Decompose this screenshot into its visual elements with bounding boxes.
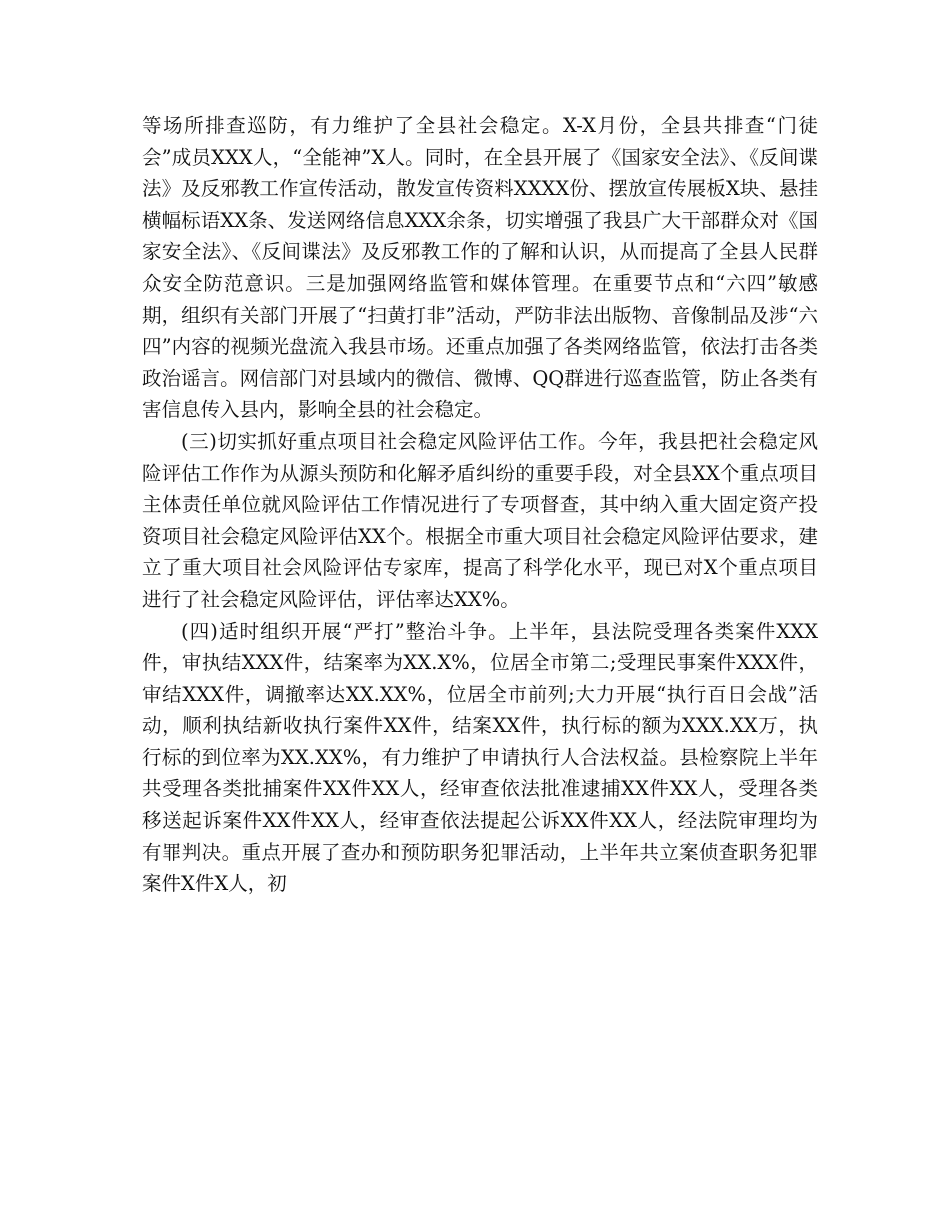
paragraph-section-3: (三)切实抓好重点项目社会稳定风险评估工作。今年，我县把社会稳定风险评估工作作为从源头预防和化解矛盾纠纷的重要手段，对全县XX个重点项目主体责任单位就风险评估工作情况进行了专项督查，其中纳入重大固定资产投资项目社会稳定风险评估XX个。根据全市重大项目社会稳定风险评估要求，建立了重大项目社会风险评估专家库，提高了科学化水平，现已对X个重点项目进行了社会稳定风险评估，评估率达XX%。 <box>142 429 818 611</box>
document-body <box>142 110 818 900</box>
paragraph-continued: 等场所排查巡防，有力维护了全县社会稳定。X-X月份，全县共排查“门徒会”成员XXX人，“全能神”X人。同时，在全县开展了《国家安全法》、《反间谍法》及反邪教工作宣传活动，散发宣传资料XXXX份、摆放宣传展板X块、悬挂横幅标语XX条、发送网络信息XXX余条，切实增强了我县广大干部群众对《国家安全法》、《反间谍法》及反邪教工作的了解和认识，从而提高了全县人民群众安全防范意识。三是加强网络监管和媒体管理。在重要节点和“六四”敏感期，组织有关部门开展了“扫黄打非”活动，严防非法出版物、音像制品及涉“六四”内容的视频光盘流入我县市场。还重点加强了各类网络监管，依法打击各类政治谣言。网信部门对县域内的微信、微博、QQ群进行巡查监管，防止各类有害信息传入县内，影响全县的社会稳定。 <box>142 114 818 422</box>
paragraph-section-4: (四)适时组织开展“严打”整治斗争。上半年，县法院受理各类案件XXX件，审执结XXX件，结案率为XX.X%，位居全市第二;受理民事案件XXX件，审结XXX件，调撤率达XX.XX%，位居全市前列;大力开展“执行百日会战”活动，顺利执结新收执行案件XX件，结案XX件，执行标的额为XXX.XX万，执行标的到位率为XX.XX%，有力维护了申请执行人合法权益。县检察院上半年共受理各类批捕案件XX件XX人，经审查依法批准逮捕XX件XX人，受理各类移送起诉案件XX件XX人，经审查依法提起公诉XX件XX人，经法院审理均为有罪判决。重点开展了查办和预防职务犯罪活动，上半年共立案侦查职务犯罪案件X件X人，初 <box>142 619 818 896</box>
